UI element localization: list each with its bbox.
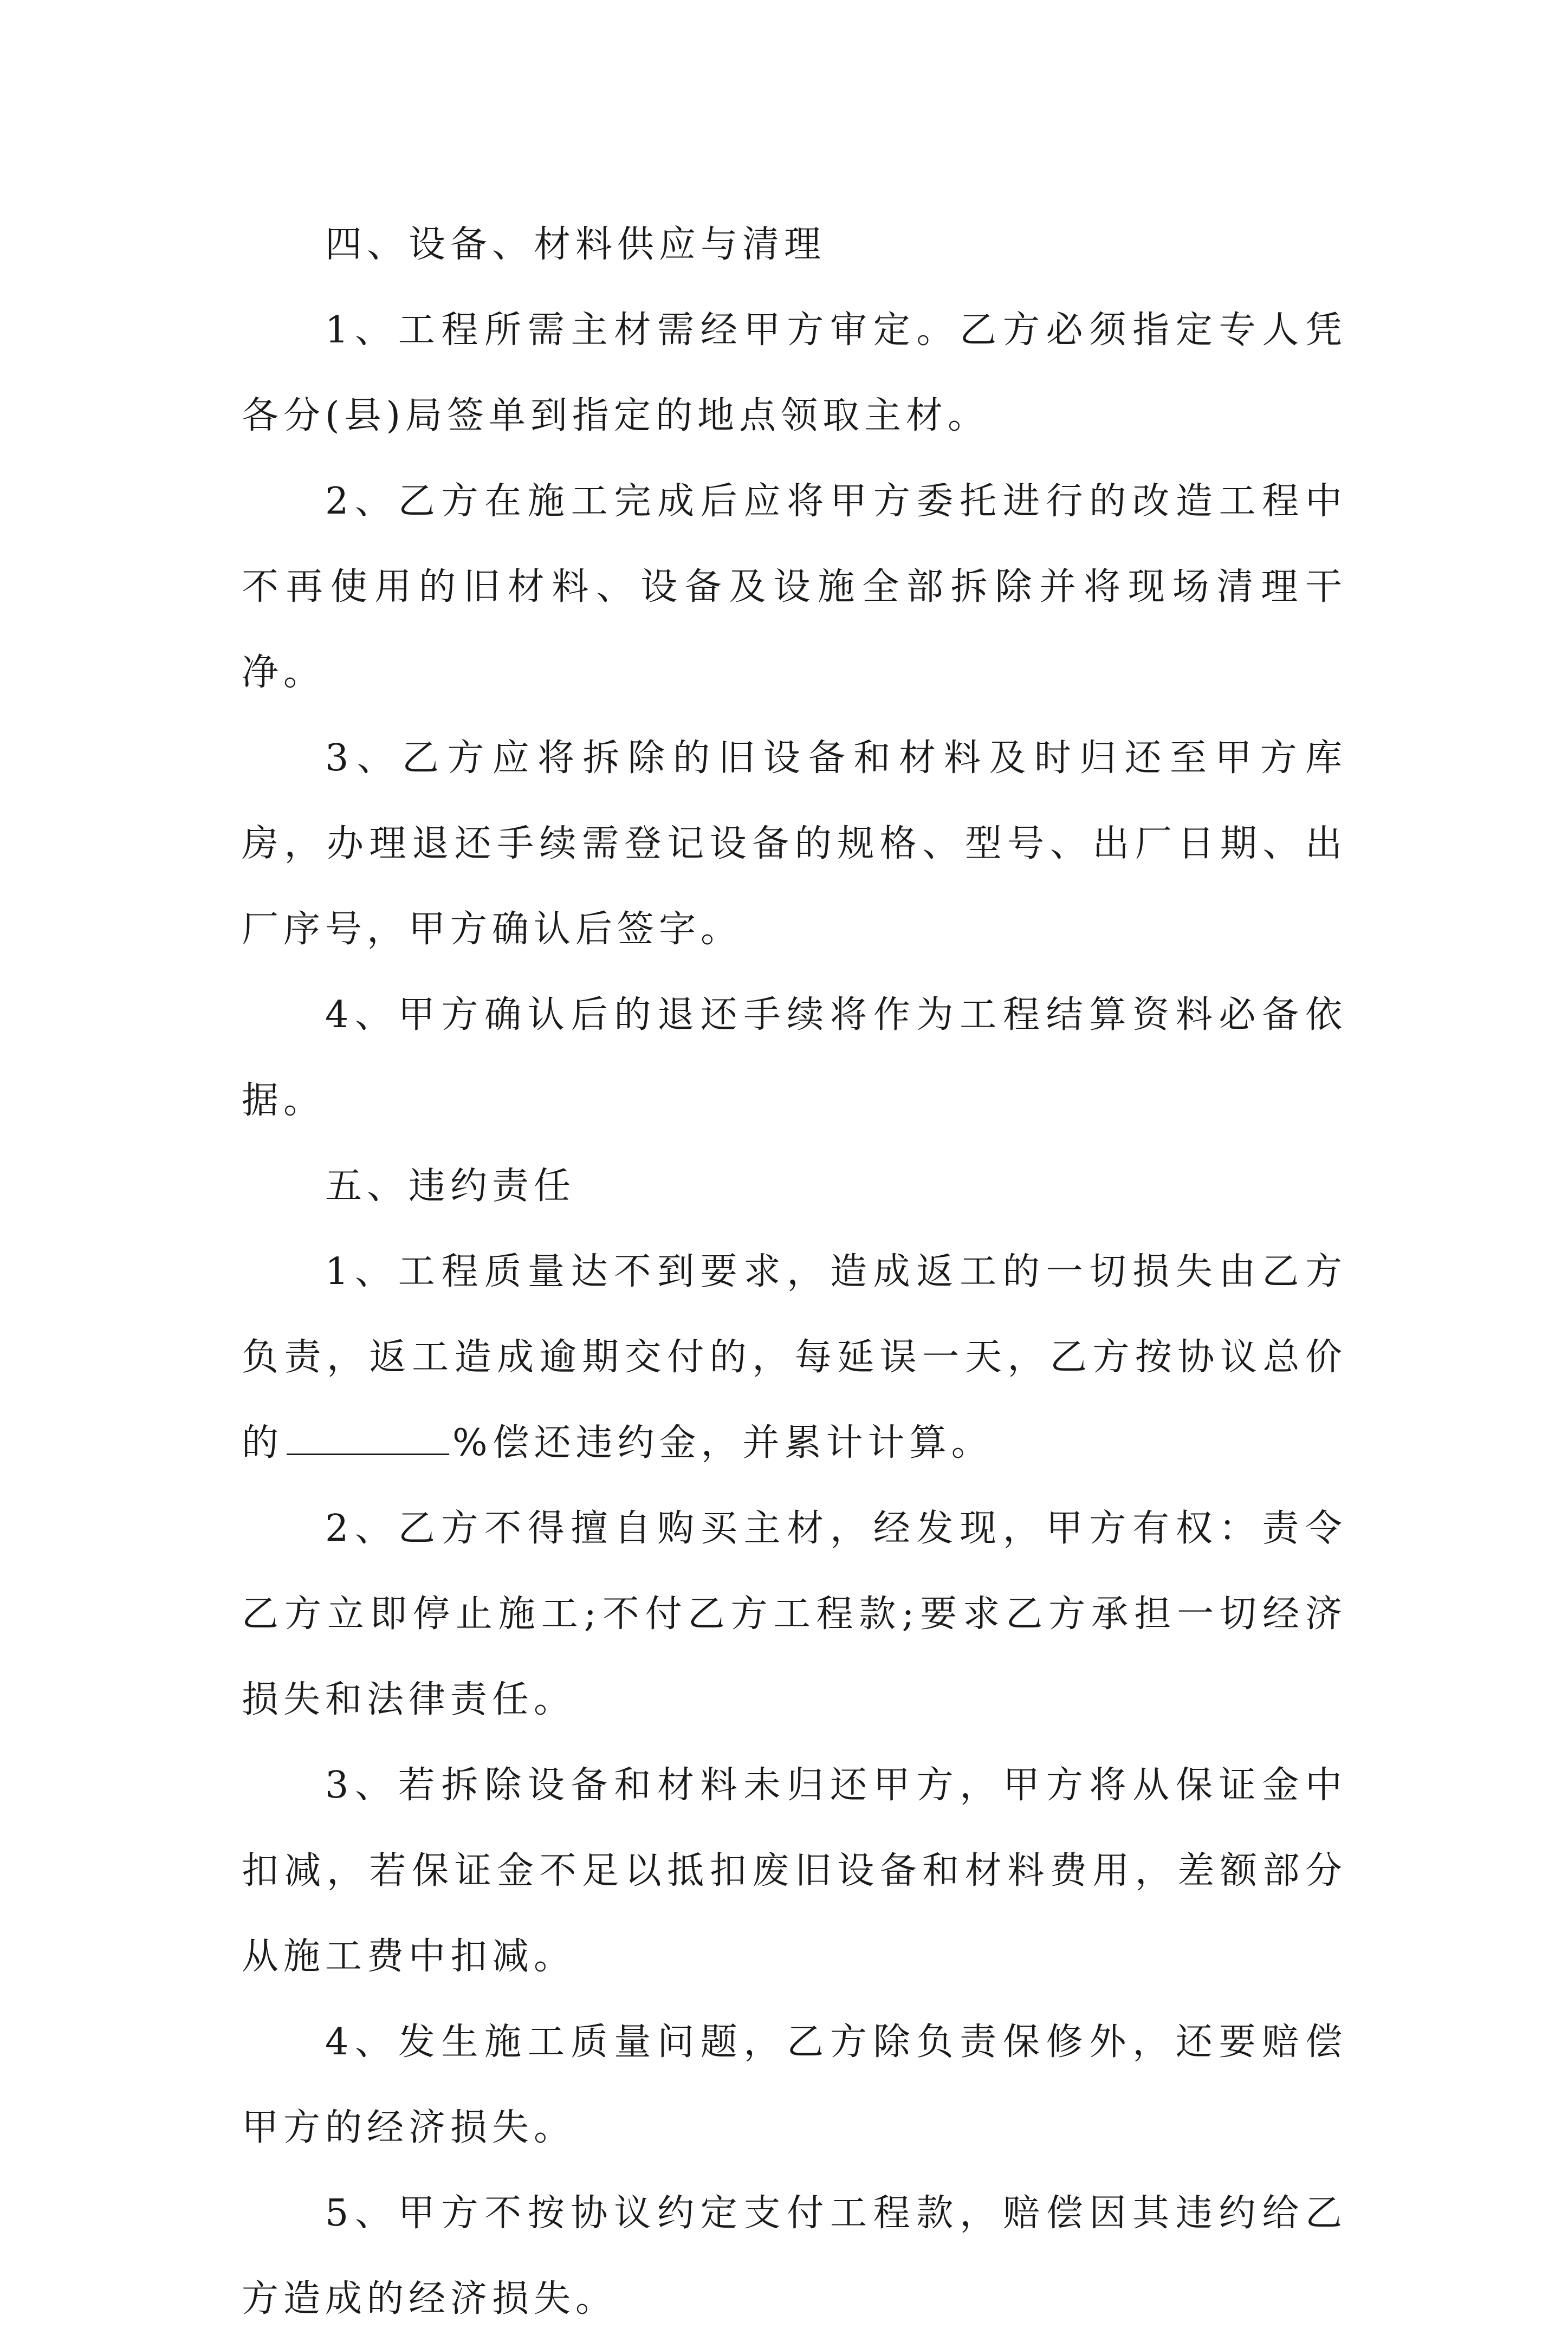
section-heading-breach-liability: 五、违约责任 xyxy=(325,1165,576,1208)
clause-5-2: 2、乙方不得擅自购买主材，经发现，甲方有权：责令乙方立即停止施工;不付乙方工程款;要求乙方承担一切经济损失和法律责任。 xyxy=(242,1507,1347,1721)
clause-5-1 xyxy=(242,1229,1347,1486)
clause-4-1: 1、工程所需主材需经甲方审定。乙方必须指定专人凭各分(县)局签单到指定的地点领取主材。 xyxy=(242,309,1347,437)
document-body xyxy=(242,202,1347,2342)
section-heading-equipment-supply: 四、设备、材料供应与清理 xyxy=(325,223,826,266)
clause-5-1-text-after: %偿还违约金，并累计计算。 xyxy=(452,1422,993,1464)
clause-5-4: 4、发生施工质量问题，乙方除负责保修外，还要赔偿甲方的经济损失。 xyxy=(242,2021,1347,2149)
clause-4-3: 3、乙方应将拆除的旧设备和材料及时归还至甲方库房，办理退还手续需登记设备的规格、型号、出厂日期、出厂序号，甲方确认后签字。 xyxy=(242,737,1347,951)
clause-4-2: 2、乙方在施工完成后应将甲方委托进行的改造工程中不再使用的旧材料、设备及设施全部拆除并将现场清理干净。 xyxy=(242,480,1347,694)
clause-4-4: 4、甲方确认后的退还手续将作为工程结算资料必备依据。 xyxy=(242,994,1347,1122)
penalty-rate-blank xyxy=(287,1420,449,1455)
clause-5-5: 5、甲方不按协议约定支付工程款，赔偿因其违约给乙方造成的经济损失。 xyxy=(242,2192,1347,2320)
clause-5-1-text-before: 1、工程质量达不到要求，造成返工的一切损失由乙方负责，返工造成逾期交付的，每延误一天，乙方按协议总价的 xyxy=(242,1250,1347,1464)
clause-5-3: 3、若拆除设备和材料未归还甲方，甲方将从保证金中扣减，若保证金不足以抵扣废旧设备和材料费用，差额部分从施工费中扣减。 xyxy=(242,1764,1347,1978)
